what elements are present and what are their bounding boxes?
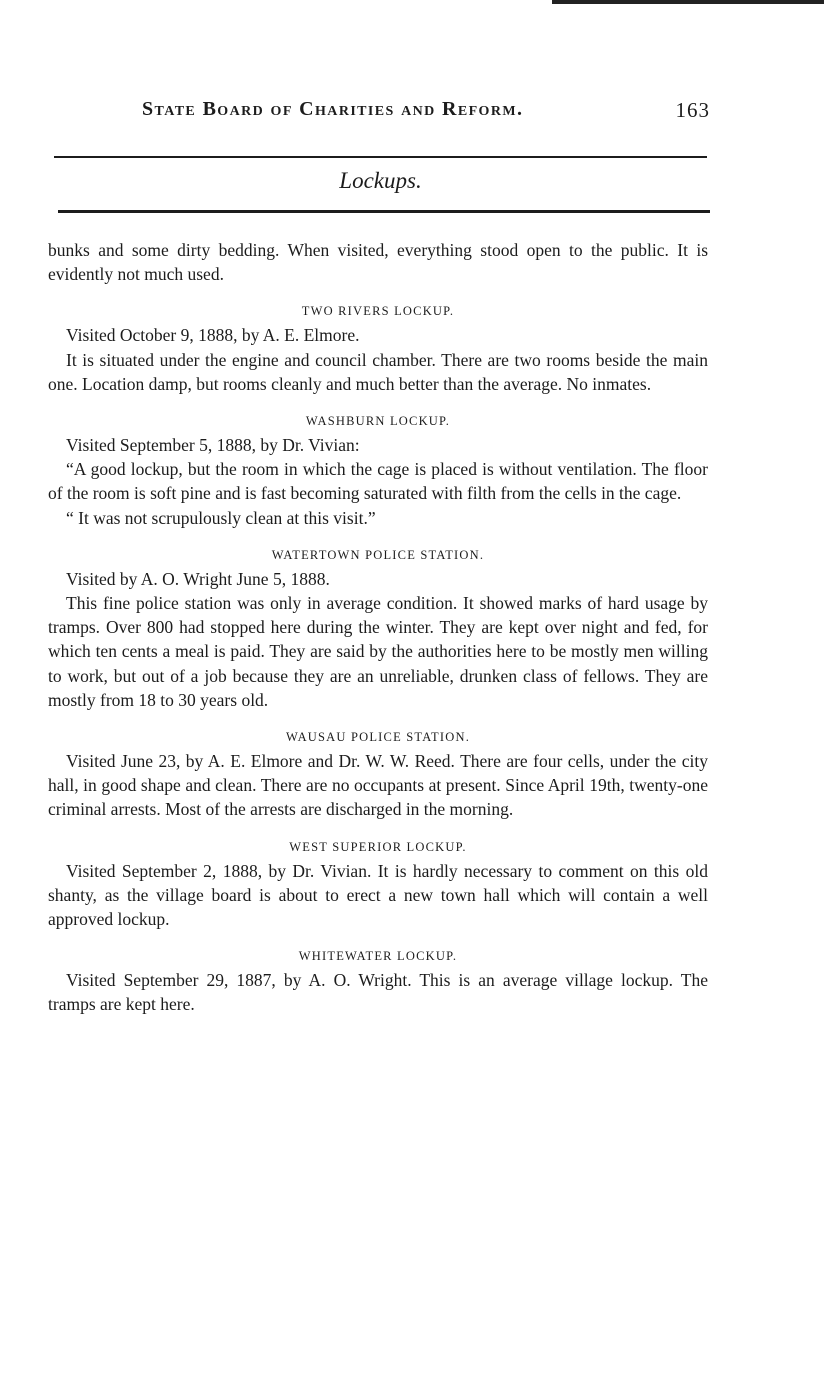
whitewater-paragraph: Visited September 29, 1887, by A. O. Wright. This is an average village lockup. The tramps are kept here. bbox=[48, 970, 708, 1015]
two-rivers-paragraph: It is situated under the engine and council chamber. There are two rooms beside the main one. Location damp, but rooms cleanly and much better than the average. No inmates. bbox=[48, 349, 708, 394]
intro-paragraph: bunks and some dirty bedding. When visited, everything stood open to the public. It is evidently not much used. bbox=[48, 240, 708, 285]
page-number: 163 bbox=[675, 98, 710, 122]
washburn-quote-paragraph: “A good lockup, but the room in which the cage is placed is without ventilation. The floor of the room is soft pine and is fast becoming saturated with filth from the cells in the cage. bbox=[48, 459, 708, 504]
watertown-paragraph: This fine police station was only in average condition. It showed marks of hard usage by tramps. Over 800 had stopped here during the winter. They are kept over night and fed, for which ten cents a meal is paid. They are said by the authorities here to be mostly men willing to work, but out of a job because they are an unreliable, drunken class of fellows. They are mostly from 18 to 30 years old. bbox=[48, 593, 708, 710]
washburn-quote-closing: “ It was not scrupulously clean at this visit.” bbox=[66, 507, 376, 528]
header-rule-bottom bbox=[58, 210, 710, 213]
wausau-paragraph: Visited June 23, by A. E. Elmore and Dr. W. W. Reed. There are four cells, under the city hall, in good shape and clean. There are no occupants at present. Since April 19th, twenty-one criminal arrests. Most of the arrests are discharged in the morning. bbox=[48, 751, 708, 820]
heading-two-rivers: TWO RIVERS LOCKUP. bbox=[301, 304, 455, 319]
two-rivers-visit-line: Visited October 9, 1888, by A. E. Elmore. bbox=[66, 325, 360, 346]
heading-west-superior: WEST SUPERIOR LOCKUP. bbox=[289, 839, 467, 854]
west-superior-paragraph: Visited September 2, 1888, by Dr. Vivian. It is hardly necessary to comment on this old shanty, as the village board is about to erect a new town hall which will contain a well approved lockup. bbox=[48, 860, 708, 930]
heading-wausau: WAUSAU POLICE STATION. bbox=[285, 730, 471, 745]
header-rule-top bbox=[54, 156, 707, 158]
heading-whitewater: WHITEWATER LOCKUP. bbox=[298, 949, 458, 964]
washburn-visit-line: Visited September 5, 1888, by Dr. Vivian: bbox=[66, 435, 360, 456]
page-top-edge-mark bbox=[552, 0, 824, 4]
watertown-visit-line: Visited by A. O. Wright June 5, 1888. bbox=[66, 568, 330, 589]
running-header bbox=[50, 98, 714, 128]
section-title: Lockups. bbox=[339, 168, 422, 193]
running-title: State Board of Charities and Reform. bbox=[142, 98, 524, 120]
heading-watertown: WATERTOWN POLICE STATION. bbox=[271, 547, 485, 562]
page-body bbox=[48, 238, 708, 1017]
heading-washburn: WASHBURN LOCKUP. bbox=[305, 414, 451, 429]
